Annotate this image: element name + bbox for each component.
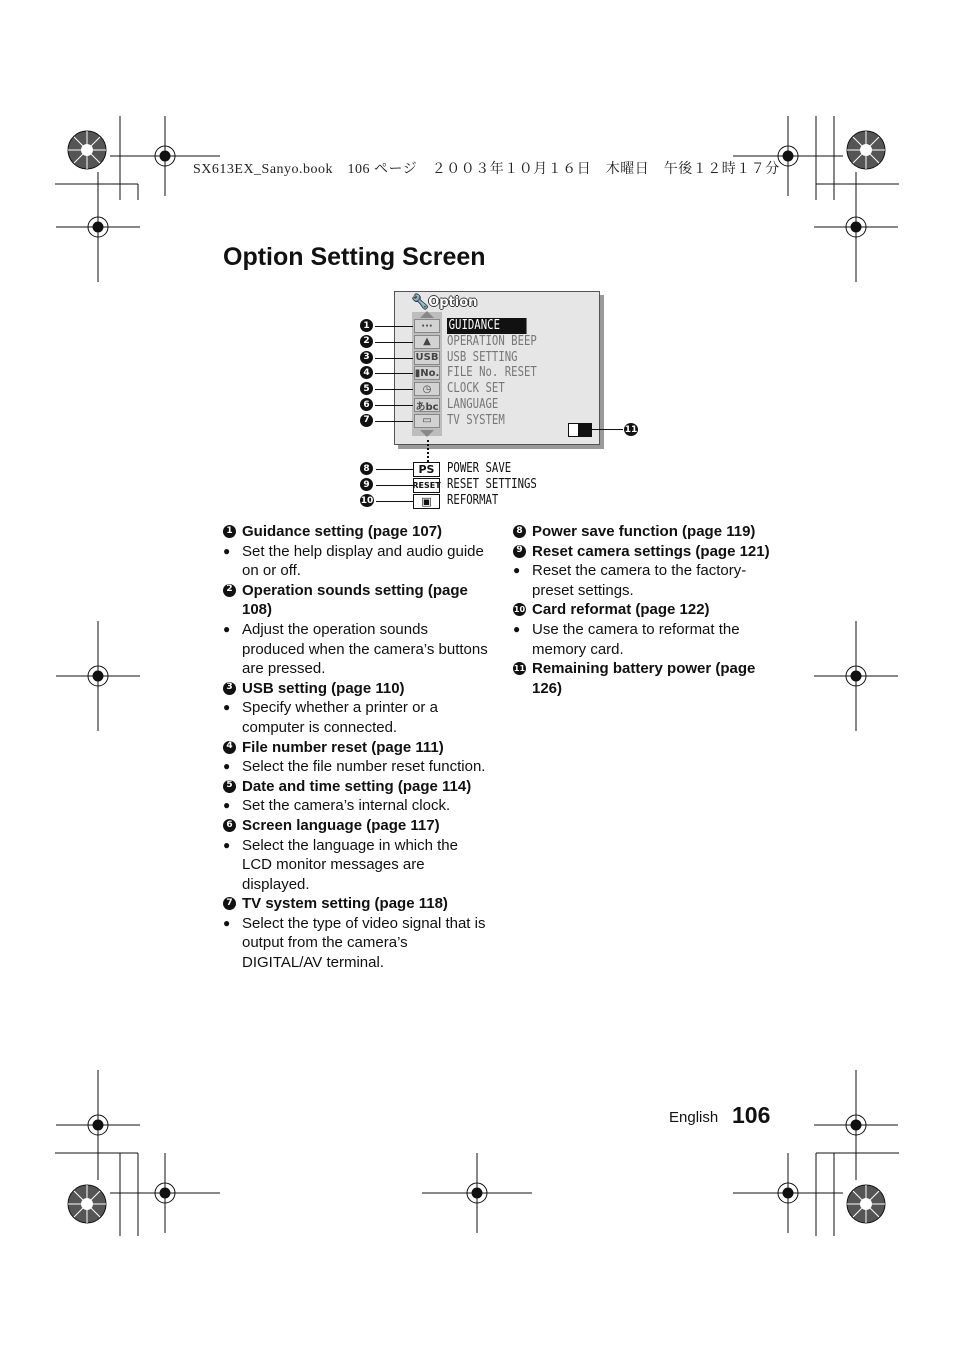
lcd-menu-item: GUIDANCE (447, 318, 526, 334)
lcd-menu-item: OPERATION BEEP (447, 333, 537, 349)
lcd-menu-item: FILE No. RESET (447, 365, 537, 381)
crosshair-icon (814, 1070, 898, 1180)
crosshair-icon (422, 1153, 532, 1233)
bullet-icon: ● (223, 798, 231, 813)
left-column (223, 522, 488, 973)
number-badge: 1 (223, 525, 236, 538)
tv-icon: ▭ (414, 414, 440, 428)
page-title: Option Setting Screen (223, 243, 486, 271)
bullet-text: Adjust the operation sounds produced when the camera’s buttons are pressed. (242, 620, 488, 678)
section-title: USB setting (page 110) (242, 679, 405, 697)
section-entry (223, 777, 488, 797)
bullet-item (513, 561, 775, 600)
right-column (513, 522, 775, 698)
section-entry (223, 738, 488, 758)
crosshair-icon (814, 172, 898, 282)
number-badge: 7 (223, 897, 236, 910)
crosshair-icon (56, 621, 140, 731)
callout-leader (375, 373, 413, 374)
section-entry (223, 679, 488, 699)
crosshair-icon (733, 1153, 843, 1233)
callout-number-4: 4 (360, 366, 373, 379)
number-badge: 8 (513, 525, 526, 538)
bullet-item (223, 620, 488, 679)
reformat-icon: ▣ (413, 494, 440, 509)
lcd-extra-item: RESET SETTINGS (447, 477, 537, 492)
callout-leader (375, 342, 413, 343)
wrench-icon: 🔧 (412, 295, 429, 310)
bullet-text: Set the help display and audio guide on or off. (242, 542, 484, 580)
bullet-icon: ● (223, 837, 231, 852)
lcd-menu-item: CLOCK SET (447, 381, 505, 397)
lcd-title: 🔧Option (412, 295, 478, 310)
section-entry (513, 659, 775, 698)
bullet-icon: ● (223, 915, 231, 930)
crosshair-icon (814, 621, 898, 731)
crosshair-icon (56, 172, 140, 282)
section-title: Reset camera settings (page 121) (532, 542, 770, 560)
continuation-dots (427, 440, 429, 462)
callout-leader (375, 421, 413, 422)
number-badge: 4 (223, 741, 236, 754)
section-entry (513, 522, 775, 542)
callout-leader (591, 429, 623, 430)
bullet-text: Select the file number reset function. (242, 758, 486, 776)
section-title: Operation sounds setting (page 108) (242, 581, 468, 619)
print-header-line: SX613EX_Sanyo.book 106 ページ ２００３年１０月１６日 木曜日 午後１２時１７分 (193, 162, 780, 177)
number-badge: 5 (223, 780, 236, 793)
bullet-text: Reset the camera to the factory-preset settings. (532, 562, 747, 599)
callout-number-9: 9 (360, 478, 373, 491)
section-title: Date and time setting (page 114) (242, 777, 472, 795)
callout-leader (375, 405, 413, 406)
bullet-text: Set the camera’s internal clock. (242, 797, 451, 815)
section-title: TV system setting (page 118) (242, 895, 448, 913)
callout-number-3: 3 (360, 351, 373, 364)
bullet-item (223, 914, 488, 973)
scroll-up-arrow-icon (420, 311, 434, 318)
section-title: File number reset (page 111) (242, 738, 444, 756)
section-entry (513, 600, 775, 620)
section-entry (223, 522, 488, 542)
usb-icon: USB (415, 352, 439, 364)
crosshair-icon (56, 1070, 140, 1180)
callout-number-10: 10 (360, 495, 374, 506)
bullet-item (513, 620, 775, 659)
reset-icon: RESET (413, 478, 440, 493)
callout-number-11: 11 (624, 424, 638, 435)
guidance-icon: ··· (414, 319, 440, 333)
bullet-icon: ● (223, 759, 231, 774)
number-badge: 6 (223, 819, 236, 832)
section-title: Remaining battery power (page 126) (532, 660, 756, 697)
bullet-icon: ● (223, 543, 231, 558)
bullet-text: Select the type of video signal that is output from the camera’s DIGITAL/AV terminal. (242, 914, 486, 972)
callout-number-7: 7 (360, 414, 373, 427)
section-entry (223, 894, 488, 914)
language-icon: あbc (414, 398, 440, 412)
footer-language: English (669, 1109, 719, 1126)
bullet-icon: ● (223, 700, 231, 715)
number-badge: 3 (223, 682, 236, 695)
callout-leader (375, 326, 413, 327)
bullet-text: Specify whether a printer or a computer is connected. (242, 699, 438, 736)
bullet-item (223, 836, 488, 895)
section-entry (223, 816, 488, 836)
section-title: Card reformat (page 122) (532, 601, 710, 619)
callout-leader (376, 469, 413, 470)
callout-number-6: 6 (360, 398, 373, 411)
scroll-down-arrow-icon (420, 430, 434, 437)
clock-icon: ◷ (414, 382, 440, 396)
power-save-icon: PS (413, 462, 440, 477)
lcd-menu-item: TV SYSTEM (447, 412, 505, 428)
crosshair-icon (110, 1153, 220, 1233)
callout-leader (375, 358, 413, 359)
section-title: Power save function (page 119) (532, 523, 756, 540)
file-number-icon: ▮No. (414, 367, 440, 379)
lcd-menu-item: USB SETTING (447, 349, 518, 365)
lcd-extra-item: POWER SAVE (447, 461, 512, 476)
lcd-menu-item: LANGUAGE (447, 397, 499, 412)
callout-leader (375, 389, 413, 390)
battery-icon (568, 423, 592, 437)
page-number: 106 (732, 1102, 771, 1128)
bullet-item (223, 757, 488, 777)
number-badge: 9 (513, 545, 526, 558)
callout-number-1: 1 (360, 319, 373, 332)
bullet-text: Select the language in which the LCD monitor messages are displayed. (242, 836, 458, 893)
bullet-icon: ● (223, 621, 231, 636)
callout-number-2: 2 (360, 335, 373, 348)
callout-leader (376, 485, 413, 486)
section-title: Guidance setting (page 107) (242, 523, 443, 540)
bullet-item (223, 796, 488, 816)
beep-icon: ▲ (414, 335, 440, 349)
number-badge: 10 (513, 603, 526, 616)
callout-number-5: 5 (360, 382, 373, 395)
bullet-item (223, 542, 488, 581)
number-badge: 11 (513, 662, 526, 675)
bullet-icon: ● (513, 563, 521, 578)
bullet-text: Use the camera to reformat the memory card. (532, 620, 740, 658)
callout-number-8: 8 (360, 462, 373, 475)
section-title: Screen language (page 117) (242, 816, 440, 834)
bullet-item (223, 698, 488, 737)
lcd-extra-item: REFORMAT (447, 493, 499, 508)
callout-leader (376, 501, 413, 502)
bullet-icon: ● (513, 621, 521, 636)
number-badge: 2 (223, 584, 236, 597)
section-entry (513, 542, 775, 562)
section-entry (223, 581, 488, 620)
